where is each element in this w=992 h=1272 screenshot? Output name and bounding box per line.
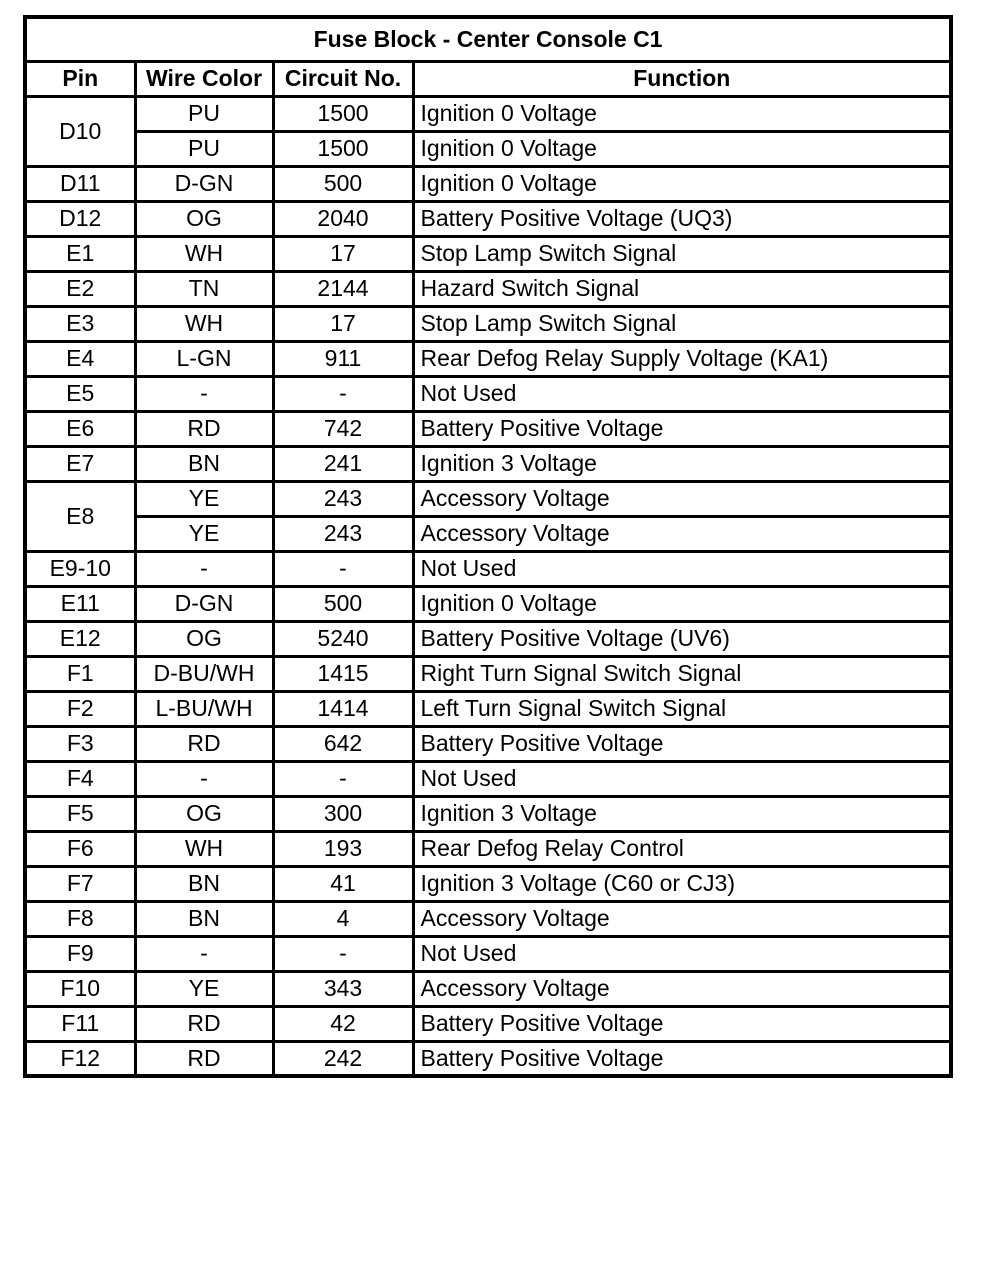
table-row [25,236,951,271]
circuit-no-cell: 1500 [273,131,413,166]
function-cell: Accessory Voltage [413,901,951,936]
circuit-no-cell: 300 [273,796,413,831]
wire-color-cell: PU [135,96,273,131]
wire-color-cell: RD [135,411,273,446]
circuit-no-cell: 243 [273,481,413,516]
table-row [25,446,951,481]
function-cell: Battery Positive Voltage (UQ3) [413,201,951,236]
table-row [25,96,951,131]
circuit-no-cell: - [273,376,413,411]
function-cell: Not Used [413,376,951,411]
function-cell: Battery Positive Voltage [413,1006,951,1041]
pin-cell: E1 [25,236,135,271]
pinout-table [23,15,953,1078]
pin-cell: F10 [25,971,135,1006]
function-cell: Battery Positive Voltage [413,1041,951,1076]
pin-cell: F3 [25,726,135,761]
pin-cell: E5 [25,376,135,411]
pin-cell: F8 [25,901,135,936]
circuit-no-cell: 242 [273,1041,413,1076]
title-row [25,17,951,61]
circuit-no-cell: 193 [273,831,413,866]
header-function: Function [413,61,951,96]
table-body [25,96,951,1076]
wire-color-cell: D-BU/WH [135,656,273,691]
circuit-no-cell: 41 [273,866,413,901]
function-cell: Ignition 0 Voltage [413,166,951,201]
circuit-no-cell: 17 [273,306,413,341]
function-cell: Stop Lamp Switch Signal [413,236,951,271]
table-row [25,1041,951,1076]
function-cell: Left Turn Signal Switch Signal [413,691,951,726]
wire-color-cell: L-GN [135,341,273,376]
pin-cell: F5 [25,796,135,831]
wire-color-cell: BN [135,446,273,481]
pin-cell: F12 [25,1041,135,1076]
table-row [25,411,951,446]
pin-cell: D10 [25,96,135,166]
pin-cell: F6 [25,831,135,866]
wire-color-cell: WH [135,236,273,271]
table-row [25,831,951,866]
function-cell: Accessory Voltage [413,971,951,1006]
circuit-no-cell: 1500 [273,96,413,131]
header-circuit-no: Circuit No. [273,61,413,96]
wire-color-cell: D-GN [135,166,273,201]
table-row [25,306,951,341]
pin-cell: E8 [25,481,135,551]
function-cell: Ignition 0 Voltage [413,586,951,621]
function-cell: Hazard Switch Signal [413,271,951,306]
circuit-no-cell: 911 [273,341,413,376]
circuit-no-cell: 500 [273,166,413,201]
circuit-no-cell: 343 [273,971,413,1006]
pin-cell: E11 [25,586,135,621]
table-row [25,796,951,831]
circuit-no-cell: 2040 [273,201,413,236]
wire-color-cell: YE [135,516,273,551]
function-cell: Stop Lamp Switch Signal [413,306,951,341]
table-row [25,586,951,621]
wire-color-cell: OG [135,796,273,831]
circuit-no-cell: 1414 [273,691,413,726]
table-row [25,936,951,971]
circuit-no-cell: 5240 [273,621,413,656]
circuit-no-cell: 2144 [273,271,413,306]
wire-color-cell: L-BU/WH [135,691,273,726]
function-cell: Not Used [413,761,951,796]
pin-cell: F7 [25,866,135,901]
table-row [25,691,951,726]
wire-color-cell: - [135,551,273,586]
table-row [25,341,951,376]
pin-cell: E6 [25,411,135,446]
table-row [25,131,951,166]
wire-color-cell: OG [135,201,273,236]
circuit-no-cell: 243 [273,516,413,551]
pin-cell: E12 [25,621,135,656]
function-cell: Ignition 3 Voltage (C60 or CJ3) [413,866,951,901]
function-cell: Ignition 0 Voltage [413,96,951,131]
wire-color-cell: YE [135,481,273,516]
table-row [25,271,951,306]
wire-color-cell: - [135,936,273,971]
table-row [25,621,951,656]
header-row [25,61,951,96]
wire-color-cell: WH [135,306,273,341]
function-cell: Ignition 3 Voltage [413,796,951,831]
table-row [25,866,951,901]
pin-cell: F2 [25,691,135,726]
wire-color-cell: BN [135,866,273,901]
pin-cell: E7 [25,446,135,481]
wire-color-cell: TN [135,271,273,306]
circuit-no-cell: - [273,551,413,586]
function-cell: Not Used [413,551,951,586]
pin-cell: F9 [25,936,135,971]
function-cell: Ignition 0 Voltage [413,131,951,166]
wire-color-cell: YE [135,971,273,1006]
function-cell: Rear Defog Relay Supply Voltage (KA1) [413,341,951,376]
table-row [25,761,951,796]
function-cell: Rear Defog Relay Control [413,831,951,866]
table-row [25,201,951,236]
table-row [25,901,951,936]
wire-color-cell: RD [135,726,273,761]
wire-color-cell: PU [135,131,273,166]
circuit-no-cell: 42 [273,1006,413,1041]
wire-color-cell: BN [135,901,273,936]
circuit-no-cell: 500 [273,586,413,621]
header-wire-color: Wire Color [135,61,273,96]
function-cell: Battery Positive Voltage [413,411,951,446]
wire-color-cell: D-GN [135,586,273,621]
wire-color-cell: - [135,376,273,411]
table-row [25,656,951,691]
wire-color-cell: OG [135,621,273,656]
table-row [25,726,951,761]
table-row [25,166,951,201]
circuit-no-cell: 241 [273,446,413,481]
function-cell: Battery Positive Voltage (UV6) [413,621,951,656]
circuit-no-cell: - [273,936,413,971]
header-pin: Pin [25,61,135,96]
wire-color-cell: RD [135,1041,273,1076]
pin-cell: E9-10 [25,551,135,586]
circuit-no-cell: 742 [273,411,413,446]
function-cell: Not Used [413,936,951,971]
table-row [25,376,951,411]
circuit-no-cell: 642 [273,726,413,761]
circuit-no-cell: 1415 [273,656,413,691]
pin-cell: F4 [25,761,135,796]
function-cell: Accessory Voltage [413,516,951,551]
table-row [25,551,951,586]
pin-cell: D12 [25,201,135,236]
function-cell: Battery Positive Voltage [413,726,951,761]
pin-cell: F1 [25,656,135,691]
table-title: Fuse Block - Center Console C1 [25,17,951,61]
table-row [25,1006,951,1041]
table-row [25,481,951,516]
table-row [25,516,951,551]
pin-cell: E4 [25,341,135,376]
wire-color-cell: WH [135,831,273,866]
circuit-no-cell: 17 [273,236,413,271]
table-row [25,971,951,1006]
circuit-no-cell: 4 [273,901,413,936]
circuit-no-cell: - [273,761,413,796]
pin-cell: F11 [25,1006,135,1041]
function-cell: Right Turn Signal Switch Signal [413,656,951,691]
wire-color-cell: RD [135,1006,273,1041]
function-cell: Ignition 3 Voltage [413,446,951,481]
pin-cell: E3 [25,306,135,341]
pin-cell: D11 [25,166,135,201]
wire-color-cell: - [135,761,273,796]
function-cell: Accessory Voltage [413,481,951,516]
pin-cell: E2 [25,271,135,306]
